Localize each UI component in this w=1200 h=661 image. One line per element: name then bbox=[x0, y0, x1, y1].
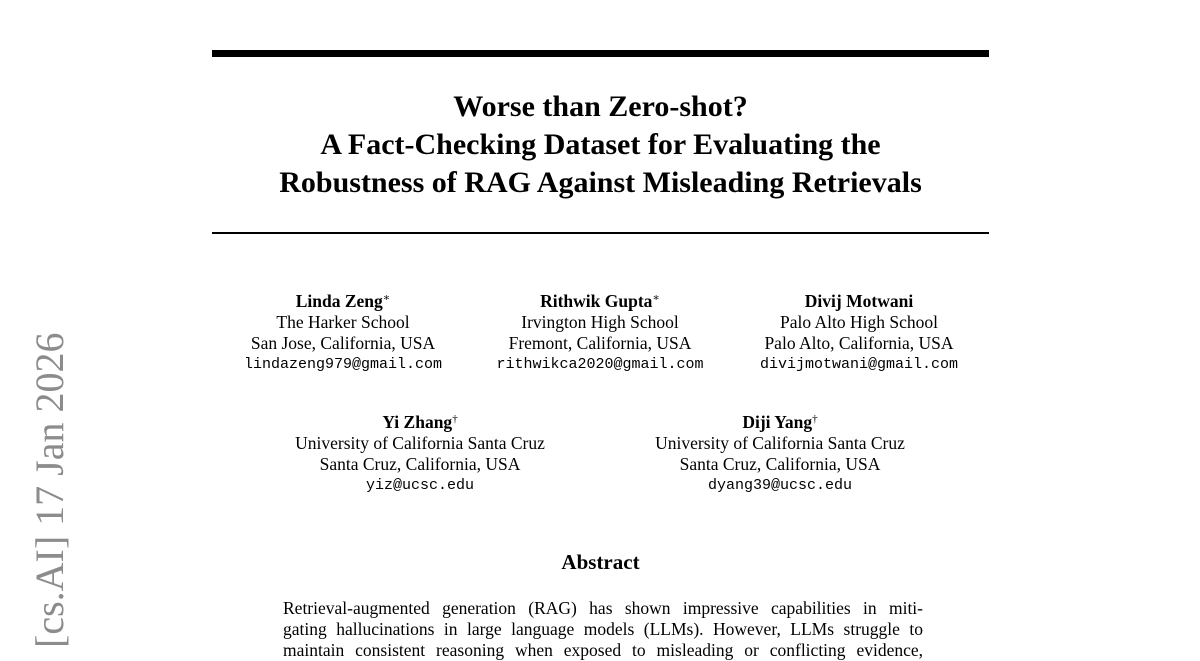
corresponding-author-mark: † bbox=[812, 413, 818, 425]
author-location: Palo Alto, California, USA bbox=[764, 333, 954, 353]
author-name: Divij Motwani bbox=[804, 291, 914, 311]
author-location: San Jose, California, USA bbox=[250, 333, 436, 353]
title-top-rule bbox=[212, 50, 989, 57]
author-location: Santa Cruz, California, USA bbox=[319, 454, 521, 474]
author-name: Rithwik Gupta bbox=[540, 291, 653, 311]
title-line-1: Worse than Zero-shot? bbox=[453, 90, 748, 123]
author-affiliation: University of California Santa Cruz bbox=[295, 433, 545, 453]
corresponding-author-mark: † bbox=[452, 413, 458, 425]
title-bottom-rule bbox=[212, 232, 989, 234]
author-block-3 bbox=[740, 288, 978, 375]
author-block-1 bbox=[225, 288, 461, 375]
author-name: Yi Zhang bbox=[382, 412, 453, 432]
equal-contribution-mark: ∗ bbox=[652, 292, 660, 304]
author-block-5 bbox=[630, 409, 930, 496]
author-block-4 bbox=[270, 409, 570, 496]
author-block-2 bbox=[465, 288, 735, 375]
author-affiliation: Palo Alto High School bbox=[780, 312, 938, 332]
author-email: rithwikca2020@gmail.com bbox=[496, 356, 704, 373]
author-location: Santa Cruz, California, USA bbox=[679, 454, 881, 474]
abstract-text bbox=[283, 598, 923, 661]
title-line-2: A Fact-Checking Dataset for Evaluating the bbox=[320, 128, 881, 161]
author-name: Linda Zeng bbox=[295, 291, 383, 311]
author-affiliation: The Harker School bbox=[276, 312, 410, 332]
equal-contribution-mark: ∗ bbox=[382, 292, 391, 304]
author-affiliation: University of California Santa Cruz bbox=[655, 433, 905, 453]
abstract-heading: Abstract bbox=[561, 550, 640, 574]
abstract-line: maintain consistent reasoning when exposed to misleading or conflicting evidence, bbox=[283, 640, 923, 660]
paper-title bbox=[212, 88, 989, 202]
author-email: dyang39@ucsc.edu bbox=[707, 477, 853, 494]
title-line-3: Robustness of RAG Against Misleading Retrievals bbox=[279, 166, 922, 199]
author-affiliation: Irvington High School bbox=[521, 312, 679, 332]
abstract-line: Retrieval-augmented generation (RAG) has shown impressive capabilities in miti- bbox=[283, 598, 923, 618]
author-email: lindazeng979@gmail.com bbox=[243, 356, 443, 373]
abstract-line: gating hallucinations in large language models (LLMs). However, LLMs struggle to bbox=[283, 619, 923, 639]
author-email: yiz@ucsc.edu bbox=[365, 477, 475, 494]
arxiv-side-stamp: [cs.AI] 17 Jan 2026 bbox=[27, 332, 72, 648]
author-email: divijmotwani@gmail.com bbox=[759, 356, 959, 373]
author-name: Diji Yang bbox=[742, 412, 813, 432]
author-location: Fremont, California, USA bbox=[508, 333, 692, 353]
